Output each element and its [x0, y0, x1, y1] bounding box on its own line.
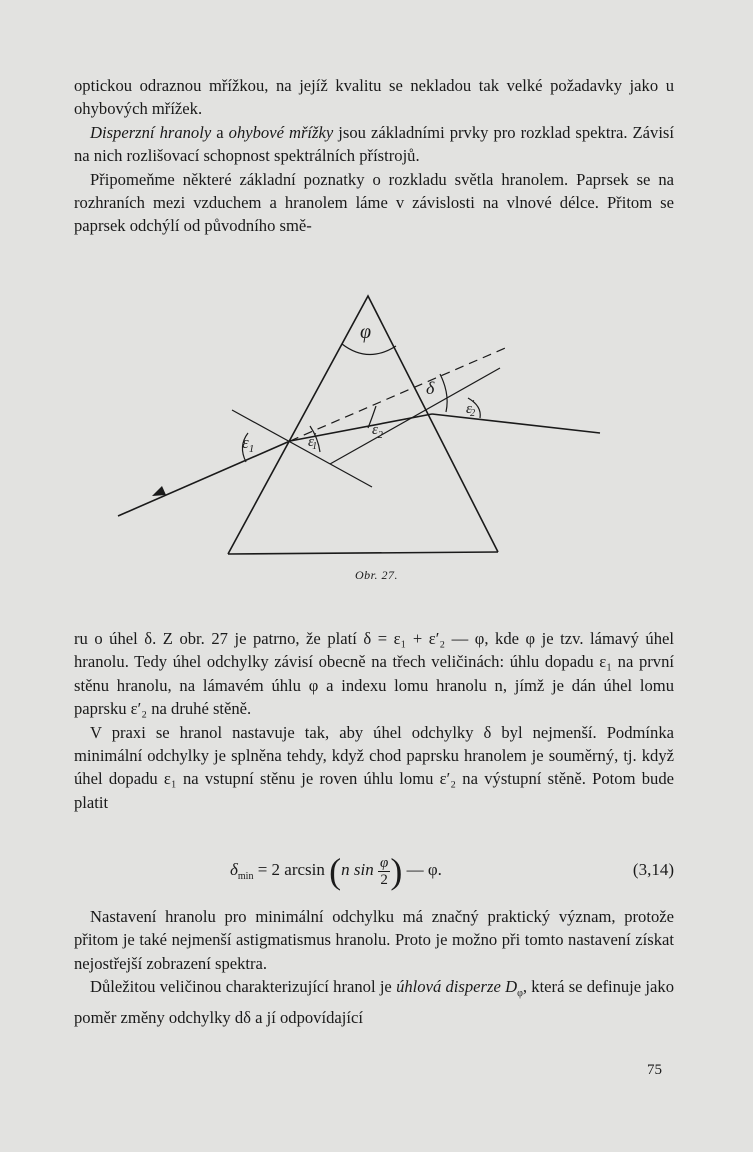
paragraph-4: ru o úhel δ. Z obr. 27 je patrno, že platí δ = ε₁ + ε′₂ — φ, kde φ je tzv. lámavý úhel hranolu. Tedy úhel odchylky závisí obecně na třech veličinách: úhlu dopadu ε₁ na první stěnu hranolu, na lámavém úhlu φ a indexu lomu hranolu n, jímž je dán úhel lomu paprsku ε′₂ na druhé stěně.: [74, 629, 674, 719]
label-eps1-prime: ε′ 1: [308, 432, 318, 452]
paragraph-2-text: jsou základními prvky pro rozklad spektra. Závisí na nich rozlišovací schopnost spektrálních přístrojů.: [74, 122, 675, 166]
text-block-top: [74, 74, 674, 238]
eq-sign: = 2 arcsin: [253, 859, 330, 879]
paragraph-7: [74, 975, 674, 1029]
arc-delta: [440, 374, 447, 412]
equation-3-14: [74, 842, 674, 892]
label-eps1: $\varepsilon_1$: [242, 433, 255, 455]
eq-n-sin: n sin: [341, 859, 378, 879]
prism-base: [228, 552, 498, 554]
eq-paren-open: (: [329, 851, 342, 891]
paragraph-2-connector: a: [211, 122, 229, 142]
paragraph-5: V praxi se hranol nastavuje tak, aby úhel odchylky δ byl nejmenší. Podmínka minimální odchylky je splněna tehdy, když chod paprsku hranolem je souměrný, tj. když úhel dopadu ε₁ na vstupní stěnu je roven úhlu lomu ε′₂ na výstupní stěně. Potom bude platit: [74, 722, 674, 812]
italic-term-prisms: Disperzní hranoly: [90, 122, 212, 142]
eq-frac-den: 2: [380, 871, 388, 888]
label-phi: φ: [360, 321, 372, 343]
figure-caption: Obr. 27.: [354, 568, 398, 582]
paragraph-3: Připomeňme některé základní poznatky o rozkladu světla hranolem. Paprsek se na rozhraních mezi vzduchem a hranolem láme v závislosti na vlnové délce. Přitom se paprsek odchýlí od původního smě-: [74, 169, 674, 236]
text-block-bottom: [74, 627, 674, 814]
eq-lhs-sub: min: [237, 870, 254, 882]
eq-lhs: δ: [230, 859, 238, 879]
eq-fraction: [378, 855, 390, 888]
label-eps2-prime: ε′ 2: [466, 399, 476, 419]
paragraph-7-start: Důležitou veličinou charakterizující hranol je: [90, 977, 397, 997]
italic-term-angular-dispersion: úhlová disperze D: [396, 977, 518, 997]
outgoing-ray: [432, 414, 600, 433]
text-block-end: [74, 905, 674, 1029]
incoming-ray: [118, 441, 290, 516]
italic-term-gratings: ohybové mřížky: [228, 122, 334, 142]
prism-diagram: [110, 286, 610, 566]
paragraph-1: optickou odraznou mřížkou, na jejíž kvalitu se nekladou tak velké požadavky jako u ohybových mřížek.: [74, 76, 674, 119]
paragraph-2: [74, 121, 674, 168]
eq-paren-close: ): [390, 851, 403, 891]
paragraph-6: Nastavení hranolu pro minimální odchylku má značný praktický význam, protože přitom je také nejmenší astigmatismus hranolu. Proto je možno při tomto nastavení získat nejostřejší zobrazení spektra.: [74, 907, 674, 973]
paragraph-7-end: , která se definuje jako poměr změny odchylky dδ a jí odpovídající: [74, 977, 674, 1027]
arc-phi: [342, 344, 396, 355]
arrow-head-icon: [152, 486, 166, 496]
page-number: 75: [647, 1062, 662, 1078]
label-delta: δ: [426, 378, 435, 398]
equation-number: (3,14): [632, 860, 674, 879]
eq-frac-num: φ: [380, 854, 389, 871]
dispersion-subscript: φ: [517, 988, 523, 1000]
equation-body: [230, 850, 442, 892]
label-eps2: $\varepsilon_2$: [372, 422, 383, 441]
eq-tail: — φ.: [402, 859, 442, 879]
